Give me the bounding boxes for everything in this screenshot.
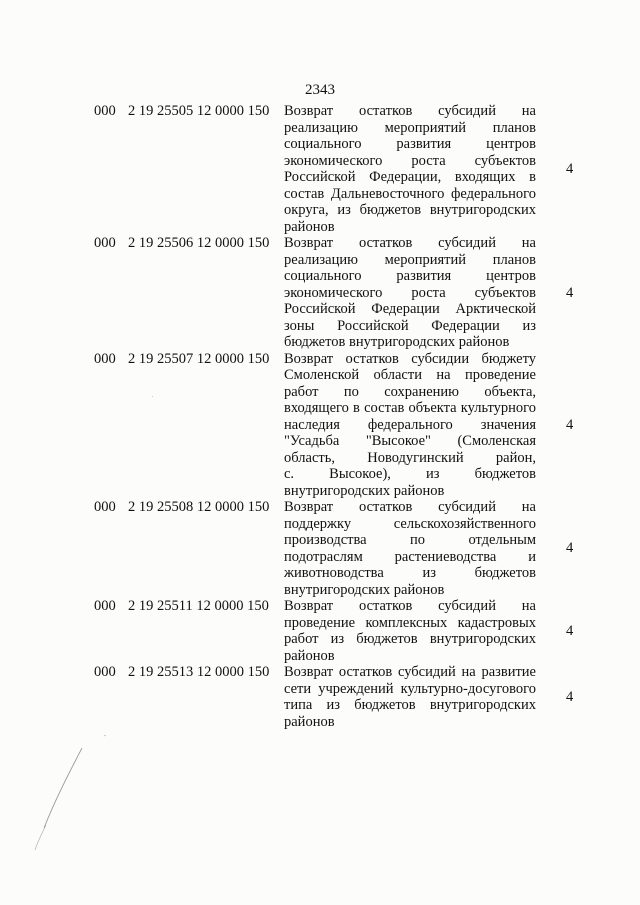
description-line: работ по сохранению объекта,	[284, 383, 536, 400]
description-line: подотраслям растениеводства и	[284, 548, 536, 565]
description-line: реализацию мероприятий планов	[284, 119, 536, 136]
description-line: районов	[284, 218, 335, 235]
description-line: входящего в состав объекта культурного	[284, 400, 536, 416]
budget-code: 2 19 25511 12 0000 150	[128, 598, 269, 614]
revenue-description	[284, 235, 536, 351]
budget-code: 2 19 25513 12 0000 150	[128, 664, 270, 680]
page-number: 2343	[305, 82, 335, 98]
description-line: реализацию мероприятий планов	[284, 251, 536, 268]
budget-code: 2 19 25506 12 0000 150	[128, 235, 270, 251]
value-cell: 4	[566, 540, 574, 557]
value-cell: 4	[566, 622, 574, 639]
admin-code: 000	[94, 235, 116, 251]
description-line: сети учреждений культурно-досугового	[284, 680, 536, 697]
admin-code: 000	[94, 664, 116, 680]
description-line: Возврат остатков субсидий на	[284, 598, 536, 614]
description-line: социального развития центров	[284, 268, 536, 284]
revenue-description	[284, 664, 536, 730]
description-line: внутригородских районов	[284, 581, 445, 598]
table-row	[0, 664, 640, 730]
value-cell: 4	[566, 416, 574, 433]
description-line: производства по отдельным	[284, 532, 536, 548]
description-line: социального развития центров	[284, 136, 536, 152]
description-line: с. Высокое), из бюджетов	[284, 466, 536, 482]
description-line: округа, из бюджетов внутригородских	[284, 202, 536, 218]
description-line: Российской Федерации, входящих в	[284, 169, 536, 185]
description-line: Возврат остатков субсидий на	[284, 499, 536, 515]
table-row	[0, 103, 640, 235]
description-line: Возврат остатков субсидий на	[284, 103, 536, 119]
budget-code: 2 19 25507 12 0000 150	[128, 350, 270, 367]
table-row	[0, 499, 640, 598]
description-line: поддержку сельскохозяйственного	[284, 515, 536, 532]
description-line: животноводства из бюджетов	[284, 565, 536, 581]
budget-codes-table	[0, 103, 640, 730]
value-cell: 4	[566, 160, 574, 177]
description-line: проведение комплексных кадастровых	[284, 614, 536, 631]
description-line: экономического роста субъектов	[284, 152, 536, 169]
description-line: районов	[284, 647, 335, 664]
description-line: экономического роста субъектов	[284, 284, 536, 301]
revenue-description	[284, 499, 536, 598]
description-line: Смоленской области на проведение	[284, 367, 536, 383]
description-line: Возврат остатков субсидии бюджету	[284, 350, 536, 367]
description-line: зоны Российской Федерации из	[284, 317, 536, 334]
revenue-description	[284, 103, 536, 235]
admin-code: 000	[94, 499, 116, 515]
description-line: работ из бюджетов внутригородских	[284, 631, 536, 647]
revenue-description	[284, 598, 536, 664]
description-line: состав Дальневосточного федерального	[284, 185, 536, 202]
value-cell: 4	[566, 688, 574, 705]
admin-code: 000	[94, 598, 116, 614]
description-line: типа из бюджетов внутригородских	[284, 697, 536, 713]
table-row	[0, 351, 640, 500]
table-row	[0, 235, 640, 351]
table-row	[0, 598, 640, 664]
budget-code: 2 19 25508 12 0000 150	[128, 499, 270, 515]
description-line: районов	[284, 713, 335, 730]
description-line: бюджетов внутригородских районов	[284, 334, 510, 350]
admin-code: 000	[94, 350, 116, 367]
description-line: область, Новодугинский район,	[284, 449, 536, 466]
description-line: Возврат остатков субсидий на развитие	[284, 664, 536, 680]
description-line: Возврат остатков субсидий на	[284, 235, 536, 251]
description-line: Российской Федерации Арктической	[284, 301, 536, 317]
description-line: "Усадьба "Высокое" (Смоленская	[284, 433, 536, 449]
revenue-description	[284, 351, 536, 500]
budget-code: 2 19 25505 12 0000 150	[128, 103, 270, 119]
description-line: внутригородских районов	[284, 482, 445, 499]
value-cell: 4	[566, 284, 574, 301]
admin-code: 000	[94, 103, 116, 119]
description-line: наследия федерального значения	[284, 416, 536, 433]
